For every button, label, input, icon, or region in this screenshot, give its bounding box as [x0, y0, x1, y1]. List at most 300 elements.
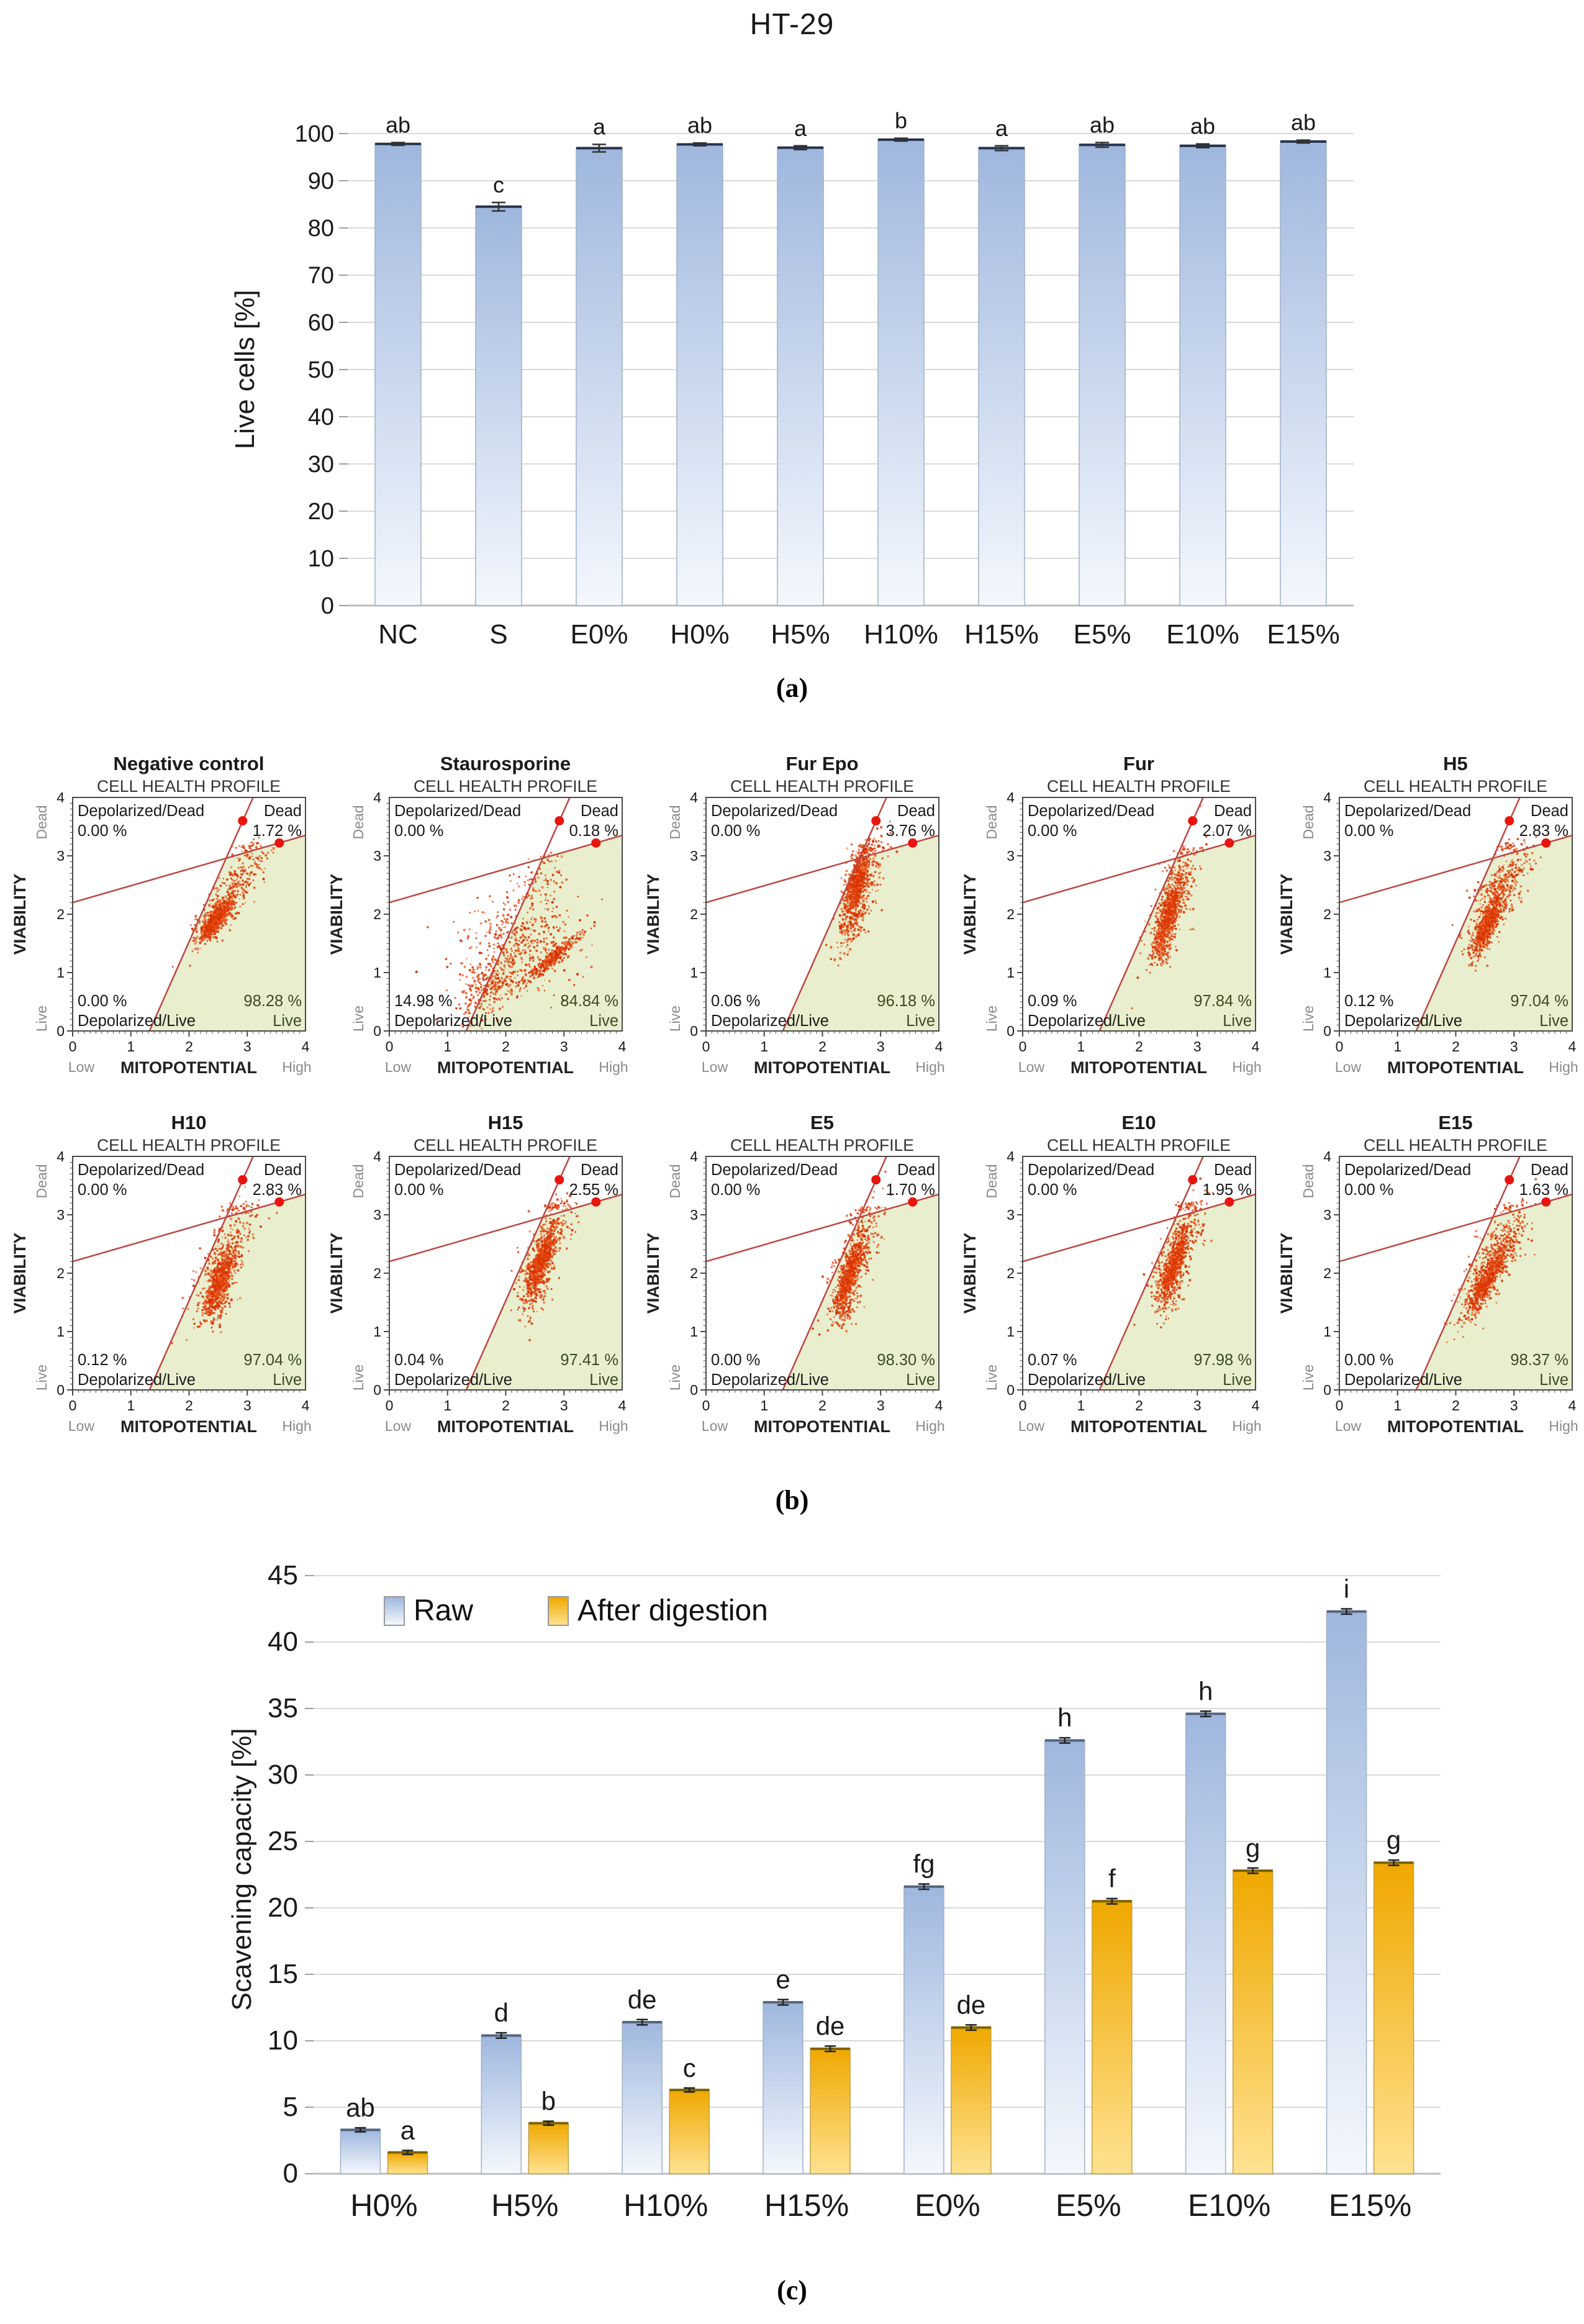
x-tick-label: 2 [1135, 1397, 1143, 1414]
x-tick-label: 3 [876, 1397, 885, 1414]
quad-depolarized-live-pct: 0.07 % [1028, 1351, 1077, 1369]
cell-health-plot-e10 [951, 1112, 1266, 1471]
y-tick-label: 4 [690, 1148, 698, 1164]
gate-marker [1541, 838, 1550, 848]
plot-title: Negative control [113, 753, 265, 774]
x-category-label: H5% [491, 2188, 559, 2223]
quad-dead-label: Dead [581, 1161, 618, 1179]
y-tick-label: 0 [57, 1382, 65, 1398]
sig-letter: b [894, 107, 908, 134]
quad-live-pct: 98.37 % [1510, 1351, 1568, 1369]
panel-b-label: (b) [775, 1485, 809, 1515]
gate-marker [554, 816, 564, 825]
bar-NC [375, 144, 421, 606]
gate-marker [1224, 838, 1234, 848]
y-live-label: Live [984, 1364, 1000, 1391]
x-tick-label: 4 [618, 1397, 627, 1414]
x-low-label: Low [384, 1418, 412, 1434]
quad-depolarized-live-pct: 0.04 % [394, 1351, 444, 1369]
x-tick-label: 3 [1193, 1038, 1202, 1055]
quad-depolarized-dead-label: Depolarized/Dead [1344, 802, 1472, 820]
x-axis-label: MITOPOTENTIAL [754, 1417, 890, 1436]
bar-E10%-raw [1186, 1714, 1226, 2174]
cell-health-plot-h10 [1, 1112, 316, 1471]
y-tick-label: 2 [1007, 906, 1015, 922]
y-tick-label: 15 [268, 1959, 298, 1989]
bar-H15%-raw [763, 2002, 803, 2174]
bar-E10% [1180, 146, 1226, 606]
plot-header: CELL HEALTH PROFILE [413, 1136, 598, 1155]
y-tick-label: 0 [57, 1023, 65, 1039]
x-tick-label: 0 [385, 1397, 394, 1414]
quad-dead-label: Dead [1214, 1161, 1252, 1179]
x-high-label: High [1549, 1059, 1578, 1075]
bar-E0%-after-digestion [951, 2028, 991, 2174]
sig-letter: de [956, 1990, 986, 2020]
gate-marker [238, 1175, 247, 1184]
sig-letter: a [995, 115, 1008, 141]
x-high-label: High [915, 1418, 945, 1434]
y-live-label: Live [984, 1005, 1000, 1032]
bar-H0%-after-digestion [387, 2153, 427, 2174]
y-dead-label: Dead [34, 805, 50, 840]
x-tick-label: 4 [301, 1397, 310, 1414]
x-tick-label: 2 [185, 1038, 193, 1055]
x-axis-label: MITOPOTENTIAL [1387, 1058, 1524, 1077]
y-tick-label: 45 [268, 1560, 298, 1591]
x-tick-label: 2 [502, 1397, 510, 1414]
y-tick-label: 10 [268, 2025, 298, 2056]
x-high-label: High [599, 1418, 628, 1434]
quad-depolarized-dead-label: Depolarized/Dead [711, 802, 838, 820]
quad-live-pct: 96.18 % [877, 992, 935, 1010]
x-low-label: Low [68, 1059, 95, 1075]
y-live-label: Live [34, 1364, 50, 1391]
x-tick-label: 2 [818, 1038, 826, 1055]
quad-depolarized-dead-pct: 0.00 % [394, 1181, 444, 1199]
gate-marker [554, 1175, 564, 1184]
y-tick-label: 2 [690, 1265, 698, 1281]
quad-depolarized-live-pct: 14.98 % [394, 992, 453, 1010]
gate-marker [1505, 816, 1514, 825]
quad-dead-pct: 2.55 % [569, 1181, 618, 1199]
quad-depolarized-dead-label: Depolarized/Dead [78, 802, 205, 820]
y-dead-label: Dead [984, 805, 1000, 840]
y-axis-label: VIABILITY [644, 1232, 663, 1314]
quad-depolarized-dead-pct: 0.00 % [394, 822, 444, 840]
x-tick-label: 3 [559, 1397, 568, 1414]
y-tick-label: 3 [373, 848, 381, 864]
bar-E0%-raw [904, 1887, 944, 2174]
y-tick-label: 4 [373, 1148, 381, 1164]
gate-marker [274, 1197, 284, 1207]
quad-dead-label: Dead [264, 1161, 302, 1179]
x-axis-label: MITOPOTENTIAL [1387, 1417, 1524, 1436]
x-low-label: Low [701, 1418, 728, 1434]
quad-live-label: Live [906, 1012, 935, 1030]
plot-title: H10 [171, 1112, 207, 1133]
quad-dead-pct: 1.63 % [1519, 1181, 1568, 1199]
quad-depolarized-dead-pct: 0.00 % [1344, 1181, 1394, 1199]
y-tick-label: 3 [373, 1207, 381, 1223]
gate-marker [1541, 1197, 1550, 1207]
quad-live-label: Live [1223, 1371, 1252, 1389]
y-tick-label: 1 [57, 1323, 65, 1340]
bar-S [476, 207, 522, 606]
quad-depolarized-dead-pct: 0.00 % [1344, 822, 1394, 840]
x-tick-label: 4 [935, 1038, 943, 1055]
y-tick-label: 0 [1007, 1023, 1015, 1039]
quad-depolarized-live-pct: 0.00 % [78, 992, 127, 1010]
bar-H5%-raw [481, 2035, 521, 2174]
x-tick-label: 2 [1135, 1038, 1143, 1055]
bar-E15%-after-digestion [1374, 1863, 1414, 2174]
plot-title: Fur [1123, 753, 1154, 774]
sig-letter: a [794, 115, 807, 141]
y-tick-label: 3 [1007, 848, 1015, 864]
x-tick-label: 2 [818, 1397, 826, 1414]
y-tick-label: 3 [690, 1207, 698, 1223]
y-tick-label: 1 [373, 965, 381, 981]
legend-label-raw: Raw [414, 1594, 474, 1627]
y-tick-label: 0 [373, 1382, 381, 1398]
x-high-label: High [915, 1059, 945, 1075]
y-tick-label: 4 [690, 789, 698, 806]
sig-letter: d [494, 1998, 509, 2028]
x-tick-label: 3 [876, 1038, 885, 1055]
x-tick-label: 0 [1335, 1397, 1344, 1414]
y-tick-label: 1 [373, 1323, 381, 1340]
plot-title: E10 [1121, 1112, 1156, 1133]
y-dead-label: Dead [34, 1164, 50, 1199]
x-tick-label: 1 [127, 1038, 135, 1055]
y-tick-label: 60 [307, 310, 334, 336]
x-tick-label: 0 [702, 1397, 710, 1414]
quad-live-pct: 98.28 % [243, 992, 302, 1010]
x-low-label: Low [1334, 1418, 1362, 1434]
x-category-label: E0% [915, 2188, 980, 2223]
bar-H15%-after-digestion [810, 2049, 850, 2174]
quad-depolarized-live-label: Depolarized/Live [1028, 1371, 1146, 1389]
quad-depolarized-live-label: Depolarized/Live [78, 1371, 196, 1389]
y-dead-label: Dead [667, 805, 683, 840]
sig-letter: g [1386, 1825, 1401, 1854]
x-tick-label: 4 [618, 1038, 627, 1055]
bar-H5% [777, 148, 823, 606]
panel-c-y-axis-label: Scavening capacity [%] [227, 1728, 257, 2011]
y-tick-label: 20 [307, 499, 334, 525]
y-axis-label: VIABILITY [11, 1232, 29, 1314]
plot-header: CELL HEALTH PROFILE [96, 777, 281, 796]
gate-marker [908, 1197, 917, 1207]
quad-depolarized-live-label: Depolarized/Live [1028, 1012, 1146, 1030]
gate-marker [274, 838, 284, 848]
quad-live-pct: 97.98 % [1193, 1351, 1252, 1369]
x-axis-label: MITOPOTENTIAL [1070, 1417, 1207, 1436]
quad-depolarized-live-pct: 0.00 % [1344, 1351, 1394, 1369]
sig-letter: h [1198, 1676, 1213, 1706]
y-tick-label: 40 [268, 1627, 298, 1657]
gate-marker [908, 838, 917, 848]
y-dead-label: Dead [350, 1164, 366, 1199]
bar-H10%-raw [622, 2022, 662, 2174]
x-tick-label: 1 [443, 1397, 452, 1414]
plot-header: CELL HEALTH PROFILE [730, 777, 915, 796]
bar-E5%-raw [1045, 1740, 1085, 2174]
x-axis-label: MITOPOTENTIAL [120, 1058, 257, 1077]
x-tick-label: 0 [385, 1038, 394, 1055]
x-axis-label: MITOPOTENTIAL [437, 1417, 574, 1436]
y-tick-label: 2 [373, 1265, 381, 1281]
quad-dead-pct: 1.72 % [252, 822, 302, 840]
x-category-label: E15% [1267, 619, 1340, 650]
x-tick-label: 0 [702, 1038, 710, 1055]
cell-health-plot-e5 [634, 1112, 949, 1471]
y-dead-label: Dead [984, 1164, 1000, 1199]
quad-live-pct: 84.84 % [560, 992, 618, 1010]
x-tick-label: 4 [1251, 1397, 1260, 1414]
y-live-label: Live [1300, 1364, 1316, 1391]
y-tick-label: 2 [1323, 1265, 1331, 1281]
y-live-label: Live [350, 1364, 366, 1391]
quad-depolarized-dead-label: Depolarized/Dead [1028, 1161, 1155, 1179]
y-tick-label: 0 [1323, 1382, 1331, 1398]
legend-swatch-raw [384, 1596, 405, 1626]
cell-health-plot-fur-epo [634, 753, 949, 1112]
sig-letter: e [776, 1964, 790, 1994]
x-high-label: High [1232, 1059, 1262, 1075]
y-tick-label: 20 [268, 1892, 298, 1923]
y-axis-label: VIABILITY [644, 873, 663, 955]
y-tick-label: 0 [373, 1023, 381, 1039]
quad-live-pct: 97.04 % [243, 1351, 302, 1369]
quad-dead-pct: 2.07 % [1202, 822, 1252, 840]
plot-header: CELL HEALTH PROFILE [1363, 777, 1548, 796]
x-tick-label: 0 [1335, 1038, 1344, 1055]
y-tick-label: 80 [307, 216, 334, 242]
x-high-label: High [599, 1059, 628, 1075]
quad-dead-label: Dead [897, 802, 935, 820]
x-category-label: NC [378, 619, 418, 650]
quad-depolarized-dead-label: Depolarized/Dead [1028, 802, 1155, 820]
quad-depolarized-dead-pct: 0.00 % [1028, 1181, 1077, 1199]
y-tick-label: 1 [1007, 1323, 1015, 1340]
x-tick-label: 1 [443, 1038, 452, 1055]
quad-dead-label: Dead [1531, 1161, 1568, 1179]
cell-health-plot-fur [951, 753, 1266, 1112]
x-tick-label: 1 [127, 1397, 135, 1414]
x-tick-label: 3 [1193, 1397, 1202, 1414]
y-tick-label: 40 [307, 404, 334, 430]
y-tick-label: 2 [690, 906, 698, 922]
x-tick-label: 4 [301, 1038, 310, 1055]
x-tick-label: 4 [935, 1397, 943, 1414]
quad-depolarized-live-label: Depolarized/Live [1344, 1012, 1462, 1030]
x-category-label: H0% [350, 2188, 418, 2223]
cell-health-plot-negative-control [1, 753, 316, 1112]
y-live-label: Live [667, 1364, 683, 1391]
x-tick-label: 2 [502, 1038, 510, 1055]
x-low-label: Low [1018, 1059, 1045, 1075]
quad-live-label: Live [1539, 1371, 1568, 1389]
y-axis-label: VIABILITY [1277, 873, 1296, 955]
bar-E15%-raw [1327, 1612, 1367, 2174]
x-tick-label: 0 [68, 1397, 77, 1414]
bar-H10% [878, 140, 924, 606]
y-tick-label: 10 [307, 546, 334, 572]
quad-live-label: Live [273, 1371, 302, 1389]
y-tick-label: 5 [283, 2092, 298, 2122]
gate-marker [871, 1175, 880, 1184]
sig-letter: de [815, 2011, 845, 2041]
x-high-label: High [1232, 1418, 1262, 1434]
y-axis-label: VIABILITY [961, 1232, 979, 1314]
y-tick-label: 0 [1323, 1023, 1331, 1039]
x-high-label: High [1549, 1418, 1578, 1434]
y-tick-label: 1 [57, 965, 65, 981]
x-tick-label: 2 [1452, 1397, 1460, 1414]
plot-title: H15 [487, 1112, 523, 1133]
plot-header: CELL HEALTH PROFILE [1046, 777, 1231, 796]
x-tick-label: 0 [68, 1038, 77, 1055]
plot-title: H5 [1443, 753, 1468, 774]
quad-depolarized-live-label: Depolarized/Live [711, 1371, 829, 1389]
y-axis-label: VIABILITY [961, 873, 979, 955]
plot-header: CELL HEALTH PROFILE [1363, 1136, 1548, 1155]
bar-H0% [677, 144, 723, 606]
y-tick-label: 1 [690, 965, 698, 981]
y-tick-label: 1 [690, 1323, 698, 1340]
y-tick-label: 2 [57, 1265, 65, 1281]
bar-H10%-after-digestion [669, 2090, 709, 2174]
plot-title: Fur Epo [785, 753, 859, 774]
quad-depolarized-dead-pct: 0.00 % [711, 822, 761, 840]
plot-title: Staurosporine [440, 753, 571, 774]
x-category-label: E5% [1056, 2188, 1121, 2223]
quad-dead-label: Dead [1531, 802, 1568, 820]
quad-dead-pct: 2.83 % [252, 1181, 302, 1199]
y-tick-label: 3 [1323, 848, 1331, 864]
quad-depolarized-live-pct: 0.09 % [1028, 992, 1077, 1010]
sig-letter: c [493, 171, 504, 197]
x-category-label: H10% [623, 2188, 708, 2223]
y-tick-label: 90 [307, 168, 334, 194]
sig-letter: b [541, 2086, 556, 2116]
legend [384, 1594, 768, 1628]
y-tick-label: 3 [57, 1207, 65, 1223]
gate-marker [1224, 1197, 1234, 1207]
x-tick-label: 1 [1393, 1397, 1402, 1414]
quad-dead-pct: 1.70 % [885, 1181, 935, 1199]
y-tick-label: 3 [1007, 1207, 1015, 1223]
y-tick-label: 4 [57, 789, 65, 806]
x-category-label: H0% [670, 619, 730, 650]
gate-marker [238, 816, 247, 825]
quad-depolarized-live-label: Depolarized/Live [394, 1371, 512, 1389]
bar-H0%-raw [340, 2130, 380, 2174]
sig-letter: ab [1089, 112, 1115, 138]
x-axis-label: MITOPOTENTIAL [1070, 1058, 1207, 1077]
x-low-label: Low [701, 1059, 728, 1075]
quad-depolarized-live-pct: 0.12 % [1344, 992, 1394, 1010]
quad-depolarized-live-label: Depolarized/Live [394, 1012, 512, 1030]
x-tick-label: 4 [1568, 1038, 1577, 1055]
y-tick-label: 0 [690, 1382, 698, 1398]
x-tick-label: 0 [1018, 1038, 1027, 1055]
quad-depolarized-live-pct: 0.12 % [78, 1351, 127, 1369]
y-tick-label: 0 [320, 593, 334, 619]
quad-dead-pct: 3.76 % [885, 822, 935, 840]
sig-letter: h [1057, 1703, 1072, 1733]
x-tick-label: 2 [1452, 1038, 1460, 1055]
quad-dead-label: Dead [581, 802, 618, 820]
bar-H15% [979, 148, 1025, 606]
quad-live-label: Live [273, 1012, 302, 1030]
x-category-label: E10% [1187, 2188, 1271, 2223]
sig-letter: ab [1190, 113, 1216, 139]
y-tick-label: 1 [1007, 965, 1015, 981]
y-tick-label: 35 [268, 1693, 298, 1723]
cell-health-plot-h5 [1267, 753, 1583, 1112]
sig-letter: a [400, 2115, 415, 2145]
sig-letter: ab [385, 112, 411, 138]
quad-depolarized-dead-pct: 0.00 % [78, 1181, 127, 1199]
x-category-label: H5% [771, 619, 830, 650]
y-tick-label: 4 [1007, 789, 1015, 806]
y-tick-label: 3 [1323, 1207, 1331, 1223]
x-tick-label: 3 [559, 1038, 568, 1055]
y-tick-label: 4 [373, 789, 381, 806]
quad-live-pct: 98.30 % [877, 1351, 935, 1369]
plot-header: CELL HEALTH PROFILE [1046, 1136, 1231, 1155]
quad-dead-label: Dead [264, 802, 302, 820]
y-tick-label: 0 [283, 2158, 298, 2189]
x-low-label: Low [1334, 1059, 1362, 1075]
plot-header: CELL HEALTH PROFILE [96, 1136, 281, 1155]
plot-title: E15 [1438, 1112, 1473, 1133]
y-tick-label: 2 [1323, 906, 1331, 922]
x-tick-label: 1 [1077, 1038, 1085, 1055]
quad-live-pct: 97.84 % [1193, 992, 1252, 1010]
quad-depolarized-live-pct: 0.06 % [711, 992, 761, 1010]
x-tick-label: 1 [1393, 1038, 1402, 1055]
sig-letter: f [1108, 1864, 1116, 1894]
y-tick-label: 0 [1007, 1382, 1015, 1398]
x-tick-label: 1 [760, 1397, 769, 1414]
quad-dead-label: Dead [897, 1161, 935, 1179]
sig-letter: c [682, 2053, 696, 2082]
x-tick-label: 2 [185, 1397, 193, 1414]
sig-letter: ab [687, 112, 713, 138]
y-live-label: Live [34, 1005, 50, 1032]
y-tick-label: 4 [1323, 1148, 1331, 1164]
panel-c-label: (c) [777, 2275, 807, 2305]
sig-letter: g [1246, 1833, 1260, 1863]
panel-a-y-axis-label: Live cells [%] [230, 289, 260, 450]
gate-marker [871, 816, 880, 825]
quad-depolarized-live-label: Depolarized/Live [78, 1012, 196, 1030]
sig-letter: i [1343, 1574, 1350, 1604]
x-high-label: High [282, 1059, 312, 1075]
y-tick-label: 3 [57, 848, 65, 864]
x-category-label: E5% [1073, 619, 1131, 650]
plot-header: CELL HEALTH PROFILE [413, 777, 598, 796]
quad-depolarized-dead-label: Depolarized/Dead [78, 1161, 205, 1179]
x-tick-label: 1 [760, 1038, 769, 1055]
y-dead-label: Dead [667, 1164, 683, 1199]
bar-E10%-after-digestion [1233, 1871, 1273, 2174]
x-tick-label: 3 [243, 1397, 251, 1414]
